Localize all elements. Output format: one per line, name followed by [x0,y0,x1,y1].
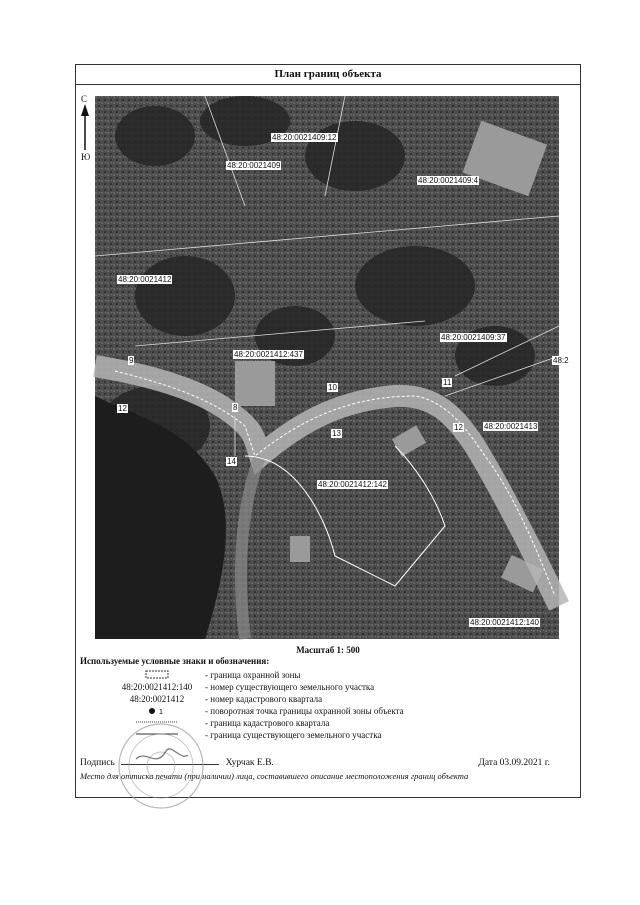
parcel-label: 48:2 [553,356,569,365]
aerial-map[interactable] [95,96,569,639]
north-arrow-icon [78,94,92,164]
document-date: Дата 03.09.2021 г. [478,758,550,768]
point-label: 11 [443,378,452,387]
map-sheet: План границ объекта С Ю 48:20:0021409:12 48:20:0021409 48:20:0021409:4 48:20:0021412 48:20:0021409:37 48:2 48:20:0021412:437 48:20:0021413 48:20:0021412:142 48:20:0021412:140 9 12 8 14 10 13 11 12 Масштаб 1: 500 Используемые условные знаки и обозначения: - граница охранной зоны 48:20:0021412:140 - номер существующего земельного участка 48:20:0021412 - номер кадастрового квартала 1 - поворотная точка границы охранной зоны объекта - граница кадастрового квартала - граница существующего земельного участка Подпись Хурчак Е.В. Дата 03.09.2021 г. Место для оттиска печати (при наличии) лица, составившего описание местоположения границ объекта [75,64,581,798]
point-label: 12 [454,423,463,432]
north-label: С [81,94,88,104]
point-label: 9 [129,356,134,365]
point-label: 8 [233,403,238,412]
stamp-note: Место для оттиска печати (при наличии) лица, составившего описание местоположения границ объекта [80,771,469,781]
quarter-label: 48:20:0021413 [484,422,538,431]
point-label: 13 [332,429,341,438]
legend-title: Используемые условные знаки и обозначения: [80,656,270,666]
svg-text:1: 1 [159,709,163,716]
parcel-label: 48:20:0021409:4 [418,176,479,185]
map-scale: Масштаб 1: 500 [296,645,360,655]
quarter-label: 48:20:0021412 [118,275,172,284]
signature-label: Подпись [80,758,115,768]
parcel-label: 48:20:0021412:437 [234,350,303,359]
parcel-label: 48:20:0021409:37 [441,333,506,342]
parcel-label: 48:20:0021412:142 [318,480,387,489]
parcel-label: 48:20:0021409:12 [272,133,337,142]
point-label: 14 [227,457,236,466]
point-label: 12 [118,404,127,413]
south-label: Ю [81,152,91,162]
seal-stamp-icon [116,721,206,811]
point-label: 10 [328,383,337,392]
sheet-title: План границ объекта [76,65,580,85]
parcel-label: 48:20:0021409 [227,161,281,170]
signer-name: Хурчак Е.В. [225,758,274,768]
parcel-label: 48:20:0021412:140 [470,618,539,627]
